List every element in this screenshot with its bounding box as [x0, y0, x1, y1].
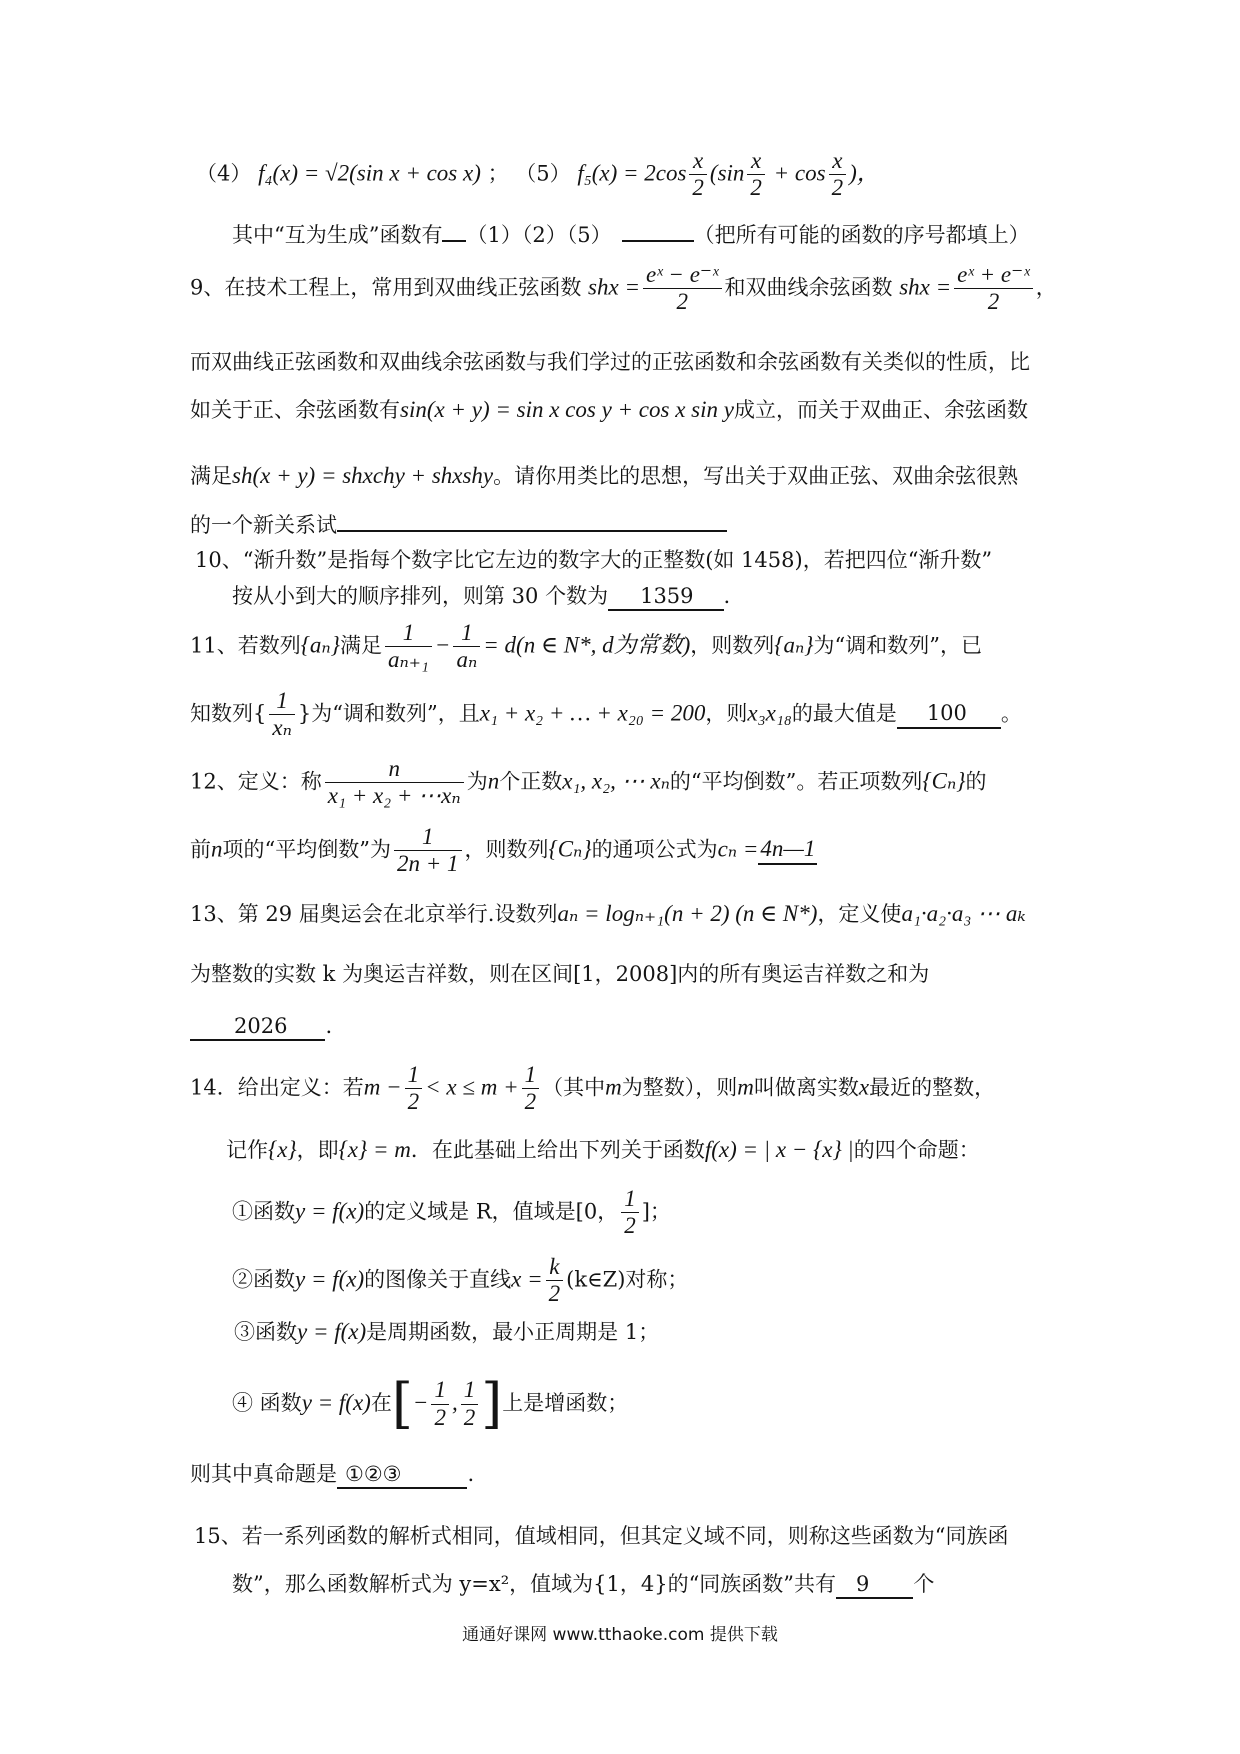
q10-line-2: 按从小到大的顺序排列，则第 30 个数为 1359 . [232, 584, 730, 611]
q14-line-2: 记作{x}，即{x} = m．在此基础上给出下列关于函数f(x) = | x − {x} |的四个命题： [226, 1137, 980, 1162]
q9-line-3: 如关于正、余弦函数有sin(x + y) = sin x cos y + cos x sin y成立，而关于双曲正、余弦函数 [190, 397, 1028, 422]
q14-conclusion: 则其中真命题是 ①②③ . [190, 1462, 474, 1489]
q9-line-5: 的一个新关系试 [190, 510, 727, 538]
q11-line-2: 知数列{ $\frac{1}{\text{xₙ}}$ }为“调和数列”，且x₁ + x₂ + … + x₂₀ = 200，则x₃x₁₈的最大值是 100 。 [190, 688, 1022, 741]
q11-line-1: 11、若数列{aₙ}满足 $\frac{1}{\text{aₙ₊₁}}$ − $\frac{1}{\text{aₙ}}$ = d(n ∈ N*, d为常数)，则数列{aₙ}为“调和数列”，已 [190, 620, 982, 673]
q9-line-4: 满足sh(x + y) = shxchy + shxshy。请你用类比的思想，写出关于双曲正弦、双曲余弦很熟 [190, 463, 1019, 488]
q9-line-2: 而双曲线正弦函数和双曲线余弦函数与我们学过的正弦函数和余弦函数有关类似的性质，比 [190, 350, 1030, 374]
q14-proposition-1: ①函数y = f(x)的定义域是 R，值域是[0， $\frac{1}{2}$ ]； [232, 1186, 671, 1239]
q10-line-1: 10、“渐升数”是指每个数字比它左边的数字大的正整数(如 1458)，若把四位“渐升数” [195, 548, 993, 572]
q12-line-1: 12、定义：称 $\frac{n}{\text{x₁ + x₂ + ⋯xₙ}}$ 为n个正数x₁, x₂, ⋯ xₙ的“平均倒数”。若正项数列{Cₙ}的 [190, 756, 987, 809]
q14-line-1: 14．给出定义：若m − $\frac{1}{2}$ < x ≤ m + $\frac{1}{2}$ （其中m为整数），则m叫做离实数x最近的整数， [190, 1062, 996, 1115]
q8-answer-line: 其中“互为生成”函数有 （1）（2）（5） （把所有可能的函数的序号都填上） [232, 220, 1030, 248]
q14-proposition-3: ③函数y = f(x)是周期函数，最小正周期是 1； [234, 1319, 660, 1344]
q15-line-2: 数”，那么函数解析式为 y=x²，值域为{1，4}的“同族函数”共有 9 个 [232, 1572, 934, 1599]
q8-formula-line: （4） f₄(x) = √2(sin x + cos x) ； （5） f₅(x) = 2cos $\frac{x}{2}$ (sin $\frac{x}{2}$ + cos $\frac{x}{2}$ )， [196, 148, 880, 201]
q9-line-1: 9、在技术工程上，常用到双曲线正弦函数 shx = $\frac{\text{eˣ − e⁻ˣ}}{2}$ 和双曲线余弦函数 shx = $\frac{\text{eˣ + e⁻ˣ}}{2}$ ， [190, 262, 1057, 315]
q15-line-1: 15、若一系列函数的解析式相同，值域相同，但其定义域不同，则称这些函数为“同族函 [194, 1524, 1009, 1548]
page-footer: 通通好课网 www.tthaoke.com 提供下载 [462, 1625, 778, 1645]
q13-line-2: 为整数的实数 k 为奥运吉祥数，则在区间[1，2008]内的所有奥运吉祥数之和为 [190, 962, 930, 986]
q14-proposition-2: ②函数y = f(x)的图像关于直线x = $\frac{k}{2}$ (k∈Z)对称； [232, 1254, 689, 1307]
q13-line-3: 2026 . [190, 1014, 332, 1041]
q14-proposition-4: ④ 函数y = f(x)在[− $\frac{1}{2}$ , $\frac{1}{2}$ ]上是增函数； [232, 1372, 629, 1435]
q13-line-1: 13、第 29 届奥运会在北京举行.设数列aₙ = logₙ₊₁(n + 2) (n ∈ N*)，定义使a₁·a₂·a₃ ⋯ aₖ [190, 901, 1026, 926]
q12-line-2: 前n项的“平均倒数”为 $\frac{1}{2n + 1}$ ，则数列{Cₙ}的通项公式为cₙ =4n—1 [190, 824, 816, 877]
